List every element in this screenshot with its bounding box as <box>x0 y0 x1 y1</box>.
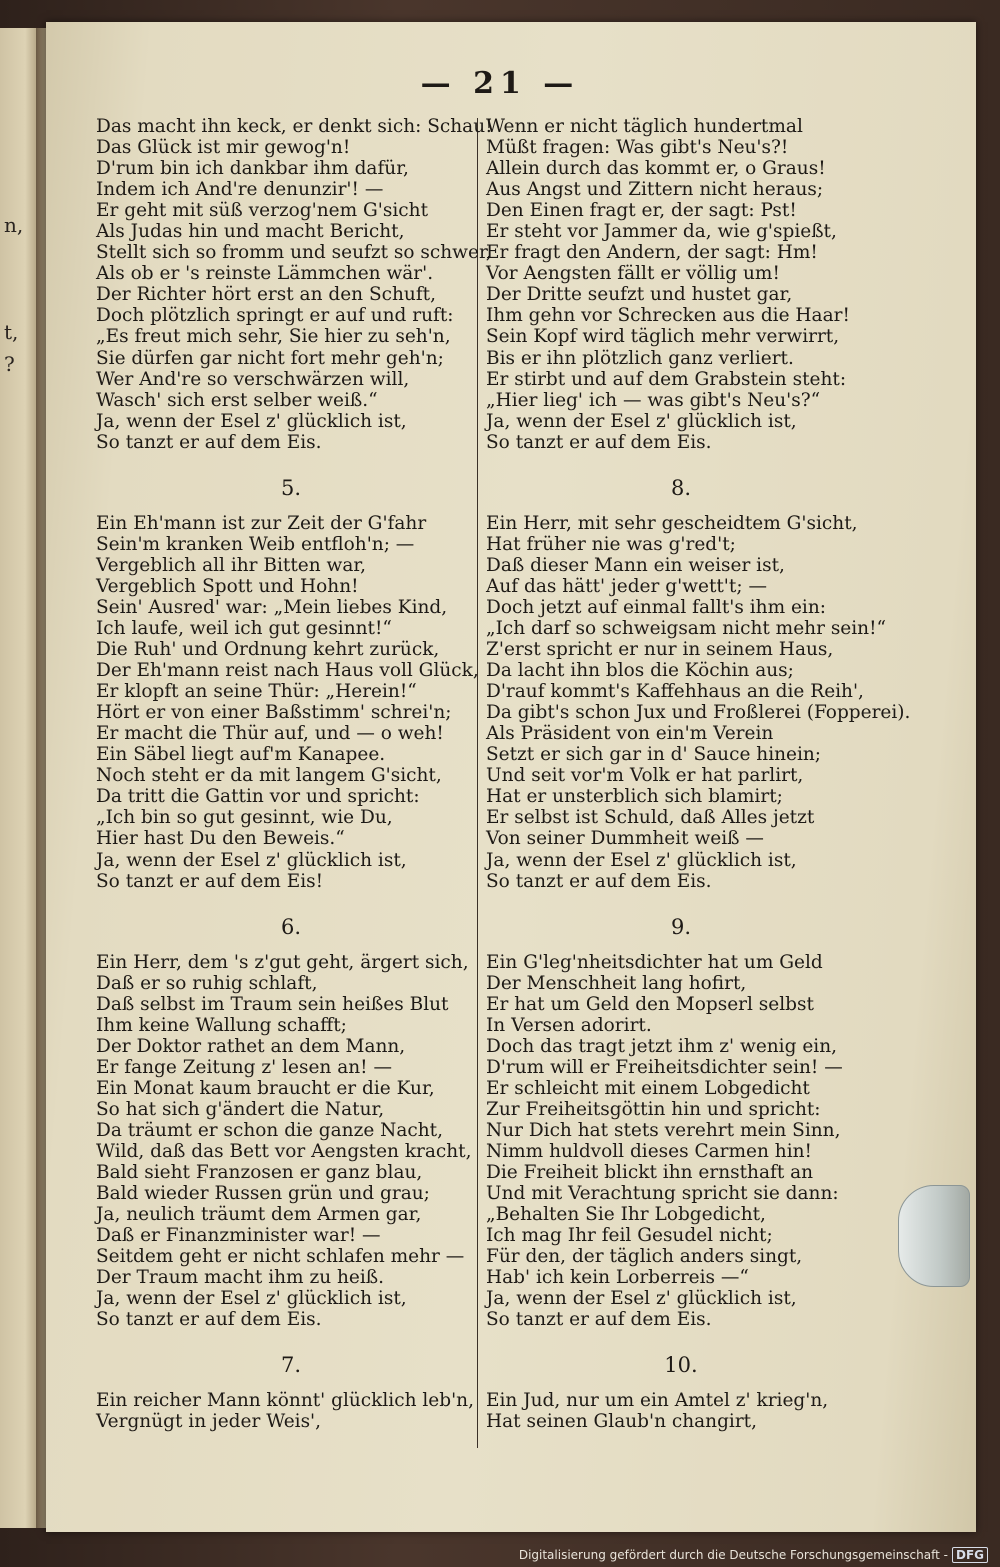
dfg-logo: DFG <box>952 1547 988 1563</box>
verse-line: D'rauf kommt's Kaffehhaus an die Reih', <box>486 681 864 703</box>
stanza-number: 6. <box>280 914 302 939</box>
verse-line: Sein' Ausred' war: „Mein liebes Kind, <box>96 596 448 618</box>
verse-line: Ihm keine Wallung schafft; <box>96 1014 347 1036</box>
verse-line: Die Freiheit blickt ihn ernsthaft an <box>486 1162 814 1184</box>
verse-line: Der Traum macht ihm zu heiß. <box>96 1267 385 1289</box>
verse-line: Ja, wenn der Esel z' glücklich ist, <box>96 849 407 871</box>
verse-line: Wer And're so verschwärzen will, <box>96 368 410 390</box>
stanza-10 <box>486 1390 876 1432</box>
footer-credit: Digitalisierung gefördert durch die Deutsche Forschungsgemeinschaft - <box>518 1548 948 1562</box>
verse-line: Indem ich And're denunzir'! — <box>96 179 384 201</box>
verse-line: Nur Dich hat stets verehrt mein Sinn, <box>486 1119 841 1141</box>
verse-line: Allein durch das kommt er, o Graus! <box>486 158 826 180</box>
verse-line: Hat früher nie was g'red't; <box>486 533 736 555</box>
verse-line: Da träumt er schon die ganze Nacht, <box>96 1119 443 1141</box>
verse-line: Ja, neulich träumt dem Armen gar, <box>96 1204 422 1226</box>
verse-line: Er steht vor Jammer da, wie g'spießt, <box>486 221 837 243</box>
verse-line: Da lacht ihn blos die Köchin aus; <box>486 660 794 682</box>
verse-line: Für den, der täglich anders singt, <box>486 1246 803 1268</box>
page-clip-tab <box>898 1185 970 1287</box>
stanza-number: 8. <box>670 475 692 500</box>
verse-line: Der Doktor rathet an dem Mann, <box>96 1035 406 1057</box>
verse-line: Aus Angst und Zittern nicht heraus; <box>486 179 824 201</box>
verse-line: Und mit Verachtung spricht sie dann: <box>486 1183 839 1205</box>
verse-line: Bis er ihn plötzlich ganz verliert. <box>486 347 794 369</box>
stanza-5 <box>96 513 486 892</box>
verse-line: Das macht ihn keck, er denkt sich: Schau! <box>96 116 493 137</box>
verse-line: Bald sieht Franzosen er ganz blau, <box>96 1162 423 1184</box>
stanza-8 <box>486 512 911 892</box>
verse-line: Der Eh'mann reist nach Haus voll Glück, <box>96 660 479 682</box>
verse-line: Ja, wenn der Esel z' glücklich ist, <box>96 410 407 432</box>
right-column <box>486 116 911 1433</box>
verse-line: Er stirbt und auf dem Grabstein steht: <box>486 368 847 390</box>
stanza-number: 10. <box>664 1353 698 1378</box>
verse-line: Hier hast Du den Beweis.“ <box>96 828 345 850</box>
verse-line: Der Dritte seufzt und hustet gar, <box>486 284 793 306</box>
verse-line: In Versen adorirt. <box>486 1014 652 1036</box>
verse-line: Sein'm kranken Weib entfloh'n; — <box>96 533 415 555</box>
verse-line: Daß dieser Mann ein weiser ist, <box>486 554 785 576</box>
stanza-number: 9. <box>670 914 692 939</box>
verse-line: Auf das hätt' jeder g'wett't; — <box>486 575 767 597</box>
stanza-4-tail <box>96 116 493 453</box>
verse-line: Noch steht er da mit langem G'sicht, <box>96 765 442 787</box>
verse-line: „Ich darf so schweigsam nicht mehr sein!“ <box>486 617 886 639</box>
verse-line: Ich mag Ihr feil Gesudel nicht; <box>486 1225 773 1247</box>
verse-line: So tanzt er auf dem Eis. <box>486 870 712 892</box>
verse-line: Ja, wenn der Esel z' glücklich ist, <box>96 1288 407 1310</box>
verse-line: Die Ruh' und Ordnung kehrt zurück, <box>96 639 440 661</box>
verse-line: Er fange Zeitung z' lesen an! — <box>96 1056 392 1078</box>
verse-line: „Ich bin so gut gesinnt, wie Du, <box>96 807 393 829</box>
verse-line: So tanzt er auf dem Eis! <box>96 870 324 892</box>
verse-line: Sie dürfen gar nicht fort mehr geh'n; <box>96 347 444 369</box>
verse-line: Müßt fragen: Was gibt's Neu's?! <box>486 137 789 159</box>
verse-line: Ihm gehn vor Schrecken aus die Haar! <box>486 305 850 327</box>
verse-line: Ein Herr, dem 's z'gut geht, ärgert sich, <box>96 951 469 973</box>
verse-line: Ja, wenn der Esel z' glücklich ist, <box>486 410 797 432</box>
verse-line: Hab' ich kein Lorberreis —“ <box>486 1267 749 1289</box>
prev-page-fragment: ? <box>4 352 15 376</box>
verse-line: Er schleicht mit einem Lobgedicht <box>486 1077 810 1099</box>
verse-line: „Hier lieg' ich — was gibt's Neu's?“ <box>486 389 821 411</box>
stanza-number: 7. <box>280 1353 302 1378</box>
verse-line: Von seiner Dummheit weiß — <box>486 828 764 850</box>
verse-line: So tanzt er auf dem Eis. <box>486 1309 712 1331</box>
verse-line: Er geht mit süß verzog'nem G'sicht <box>96 200 428 222</box>
verse-line: D'rum will er Freiheitsdichter sein! — <box>486 1056 843 1078</box>
verse-line: Hört er von einer Baßstimm' schrei'n; <box>96 702 452 724</box>
verse-line: Als Präsident von ein'm Verein <box>486 723 774 745</box>
verse-line: So tanzt er auf dem Eis. <box>486 431 712 453</box>
verse-line: Doch jetzt auf einmal fallt's ihm ein: <box>486 596 827 618</box>
previous-page-edge <box>0 28 36 1528</box>
verse-line: Vor Aengsten fällt er völlig um! <box>486 263 780 285</box>
verse-line: Vergeblich all ihr Bitten war, <box>96 554 367 576</box>
verse-line: Wenn er nicht täglich hundertmal <box>486 116 803 137</box>
verse-line: Da gibt's schon Jux und Froßlerei (Fopperei). <box>486 702 911 724</box>
verse-line: Ein Eh'mann ist zur Zeit der G'fahr <box>96 512 427 534</box>
verse-line: So tanzt er auf dem Eis. <box>96 431 322 453</box>
verse-line: Den Einen fragt er, der sagt: Pst! <box>486 200 797 222</box>
verse-line: Der Richter hört erst an den Schuft, <box>96 284 436 306</box>
verse-line: Er hat um Geld den Mopserl selbst <box>486 993 814 1015</box>
verse-line: Stellt sich so fromm und seufzt so schwer, <box>96 242 492 264</box>
verse-line: Vergeblich Spott und Hohn! <box>96 575 359 597</box>
left-column <box>96 116 493 1433</box>
verse-line: Doch das tragt jetzt ihm z' wenig ein, <box>486 1035 837 1057</box>
verse-line: „Behalten Sie Ihr Lobgedicht, <box>486 1204 766 1226</box>
verse-line: Er klopft an seine Thür: „Herein!“ <box>96 681 417 703</box>
verse-line: Der Menschheit lang hofirt, <box>486 972 747 994</box>
verse-line: Ich laufe, weil ich gut gesinnt!“ <box>96 617 392 639</box>
verse-line: Und seit vor'm Volk er hat parlirt, <box>486 765 804 787</box>
verse-line: Ein Herr, mit sehr gescheidtem G'sicht, <box>486 512 858 534</box>
verse-line: Zur Freiheitsgöttin hin und spricht: <box>486 1098 821 1120</box>
verse-line: Vergnügt in jeder Weis', <box>96 1411 322 1433</box>
verse-line: Nimm huldvoll dieses Carmen hin! <box>486 1141 812 1163</box>
prev-page-fragment: t, <box>4 320 19 344</box>
verse-line: Z'erst spricht er nur in seinem Haus, <box>486 639 834 661</box>
verse-line: Ja, wenn der Esel z' glücklich ist, <box>486 1288 797 1310</box>
verse-line: So hat sich g'ändert die Natur, <box>96 1098 385 1120</box>
stanza-7-tail <box>486 116 876 453</box>
verse-line: D'rum bin ich dankbar ihm dafür, <box>96 158 409 180</box>
verse-line: Als Judas hin und macht Bericht, <box>96 221 405 243</box>
verse-line: Sein Kopf wird täglich mehr verwirrt, <box>486 326 840 348</box>
verse-line: Wild, daß das Bett vor Aengsten kracht, <box>96 1141 472 1163</box>
verse-line: Doch plötzlich springt er auf und ruft: <box>96 305 454 327</box>
stanza-7 <box>96 1390 486 1432</box>
verse-line: Ein Monat kaum braucht er die Kur, <box>96 1077 435 1099</box>
verse-line: Das Glück ist mir gewog'n! <box>96 137 351 159</box>
verse-line: Seitdem geht er nicht schlafen mehr — <box>96 1246 465 1268</box>
page-number: — 21 — <box>420 66 580 101</box>
verse-line: Daß er Finanzminister war! — <box>96 1225 381 1247</box>
verse-line: Daß er so ruhig schlaft, <box>96 972 318 994</box>
footer <box>519 1547 988 1563</box>
verse-line: Ja, wenn der Esel z' glücklich ist, <box>486 849 797 871</box>
stanza-6 <box>96 952 486 1331</box>
verse-line: Er selbst ist Schuld, daß Alles jetzt <box>486 807 815 829</box>
verse-line: Da tritt die Gattin vor und spricht: <box>96 786 420 808</box>
prev-page-fragment: n, <box>4 213 24 237</box>
verse-line: Als ob er 's reinste Lämmchen wär'. <box>96 263 434 285</box>
stanza-number: 5. <box>280 475 302 500</box>
verse-line: Hat er unsterblich sich blamirt; <box>486 786 783 808</box>
stanza-9 <box>486 952 876 1331</box>
verse-line: Bald wieder Russen grün und grau; <box>96 1183 430 1205</box>
verse-line: Ein reicher Mann könnt' glücklich leb'n, <box>96 1390 474 1412</box>
verse-line: „Es freut mich sehr, Sie hier zu seh'n, <box>96 326 451 348</box>
verse-line: Er fragt den Andern, der sagt: Hm! <box>486 242 818 264</box>
verse-line: Ein Säbel liegt auf'm Kanapee. <box>96 744 386 766</box>
verse-line: Er macht die Thür auf, und — o weh! <box>96 723 444 745</box>
verse-line: Setzt er sich gar in d' Sauce hinein; <box>486 744 822 766</box>
verse-line: Daß selbst im Traum sein heißes Blut <box>96 993 449 1015</box>
verse-line: Hat seinen Glaub'n changirt, <box>486 1411 757 1433</box>
verse-line: So tanzt er auf dem Eis. <box>96 1309 322 1331</box>
verse-line: Wasch' sich erst selber weiß.“ <box>96 389 378 411</box>
verse-line: Ein Jud, nur um ein Amtel z' krieg'n, <box>486 1390 829 1412</box>
verse-line: Ein G'leg'nheitsdichter hat um Geld <box>486 951 823 973</box>
